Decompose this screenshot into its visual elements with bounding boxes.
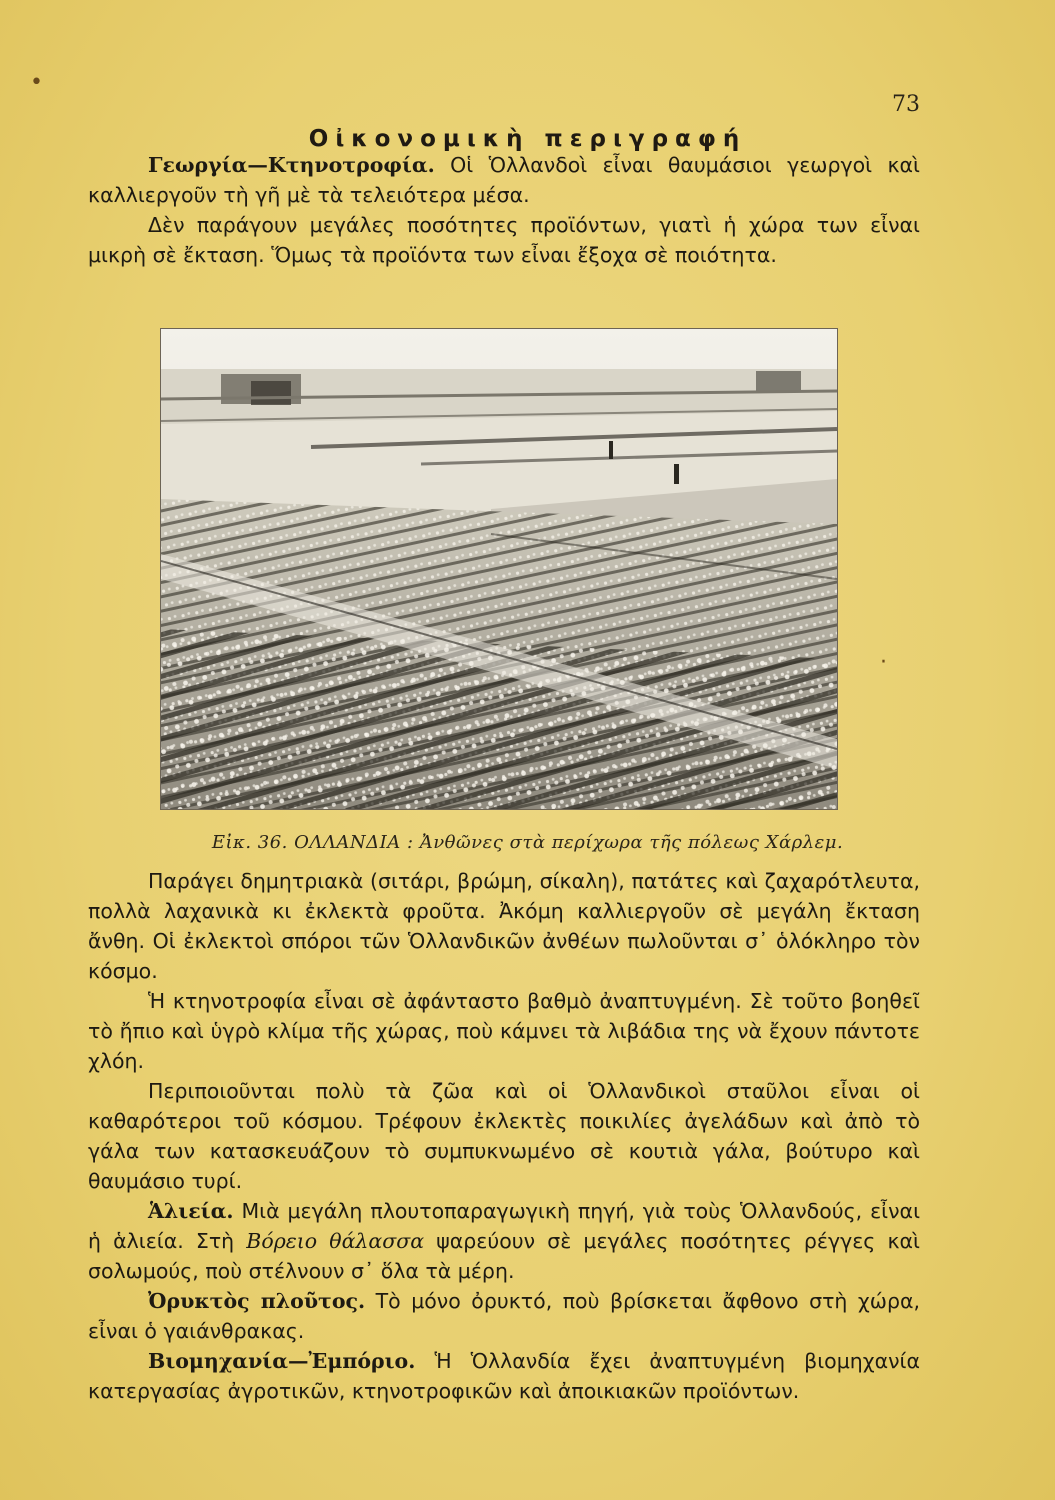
- paragraph-minerals: [88, 1286, 920, 1346]
- text-minerals: Τὸ μόνο ὀρυκτό, ποὺ βρίσκεται ἄφθονο στὴ χώρα, εἶναι ὁ γαιάνθρακας.: [88, 1289, 920, 1343]
- figure-photo: [160, 328, 838, 810]
- text-agriculture: Οἱ Ὁλλανδοὶ εἶναι θαυμάσιοι γεωργοὶ καὶ καλλιεργοῦν τὴ γῆ μὲ τὰ τελειότερα μέσα.: [88, 153, 920, 207]
- lead-agriculture: Γεωργία—Κτηνοτροφία.: [148, 153, 435, 177]
- text-industry: Ἡ Ὁλλανδία ἔχει ἀναπτυγμένη βιομηχανία κατεργασίας ἀγροτικῶν, κτηνοτροφικῶν καὶ ἀποικιακῶν προϊόντων.: [88, 1349, 920, 1403]
- section-heading: Οἰκονομικὴ περιγραφή: [308, 126, 747, 152]
- text-fishing-b: ψαρεύουν σὲ μεγάλες ποσότητες ρέγγες καὶ σολωμούς, ποὺ στέλνουν σ᾽ ὅλα τὰ μέρη.: [88, 1229, 920, 1283]
- lead-fishing: Ἁλιεία.: [148, 1199, 234, 1223]
- paragraph-quantities: Δὲν παράγουν μεγάλες ποσότητες προϊόντων, γιατὶ ἡ χώρα των εἶναι μικρὴ σὲ ἔκταση. Ὅμως τὰ προϊόντα των εἶναι ἔξοχα σὲ ποιότητα.: [88, 213, 920, 267]
- flower-fields-image: [161, 329, 837, 809]
- page-number: 73: [892, 92, 920, 117]
- paragraph-agriculture: [88, 150, 920, 210]
- text-block-top: [88, 150, 920, 270]
- paragraph-livestock: Ἡ κτηνοτροφία εἶναι σὲ ἀφάνταστο βαθμὸ ἀναπτυγμένη. Σὲ τοῦτο βοηθεῖ τὸ ἤπιο καὶ ὑγρὸ κλίμα τῆς χώρας, ποὺ κάμνει τὰ λιβάδια της νὰ ἔχουν πάντοτε χλόη.: [88, 989, 920, 1073]
- text-fishing-a: Μιὰ μεγάλη πλουτοπαραγωγικὴ πηγή, γιὰ τοὺς Ὁλλανδούς, εἶναι ἡ ἁλιεία. Στὴ: [88, 1199, 920, 1253]
- paragraph-fishing: [88, 1196, 920, 1286]
- paragraph-dairy: Περιποιοῦνται πολὺ τὰ ζῶα καὶ οἱ Ὁλλανδικοὶ σταῦλοι εἶναι οἱ καθαρότεροι τοῦ κόσμου. Τρέφουν ἐκλεκτὲς ποικιλίες ἀγελάδων καὶ ἀπὸ τὸ γάλα των κατασκευάζουν τὸ συμπυκνωμένο σὲ κουτιὰ γάλα, βούτυρο καὶ θαυμάσιο τυρί.: [88, 1079, 920, 1193]
- figure-caption: Εἰκ. 36. ΟΛΛΑΝΔΙΑ : Ἀνθῶνες στὰ περίχωρα τῆς πόλεως Χάρλεμ.: [211, 832, 844, 853]
- lead-industry: Βιομηχανία—Ἐμπόριο.: [148, 1349, 416, 1373]
- ink-mark: ·: [880, 650, 887, 675]
- paragraph-industry: [88, 1346, 920, 1406]
- lead-minerals: Ὀρυκτὸς πλοῦτος.: [148, 1289, 366, 1313]
- ink-mark: •: [30, 70, 43, 95]
- text-north-sea: Βόρειο θάλασσα: [246, 1229, 425, 1253]
- text-block-bottom: [88, 866, 920, 1406]
- paragraph-crops: Παράγει δημητριακὰ (σιτάρι, βρώμη, σίκαλη), πατάτες καὶ ζαχαρότλευτα, πολλὰ λαχανικὰ κι ἐκλεκτὰ φροῦτα. Ἀκόμη καλλιεργοῦν σὲ μεγάλη ἔκταση ἄνθη. Οἱ ἐκλεκτοὶ σπόροι τῶν Ὁλλανδικῶν ἀνθέων πωλοῦνται σ᾽ ὁλόκληρο τὸν κόσμο.: [88, 869, 920, 983]
